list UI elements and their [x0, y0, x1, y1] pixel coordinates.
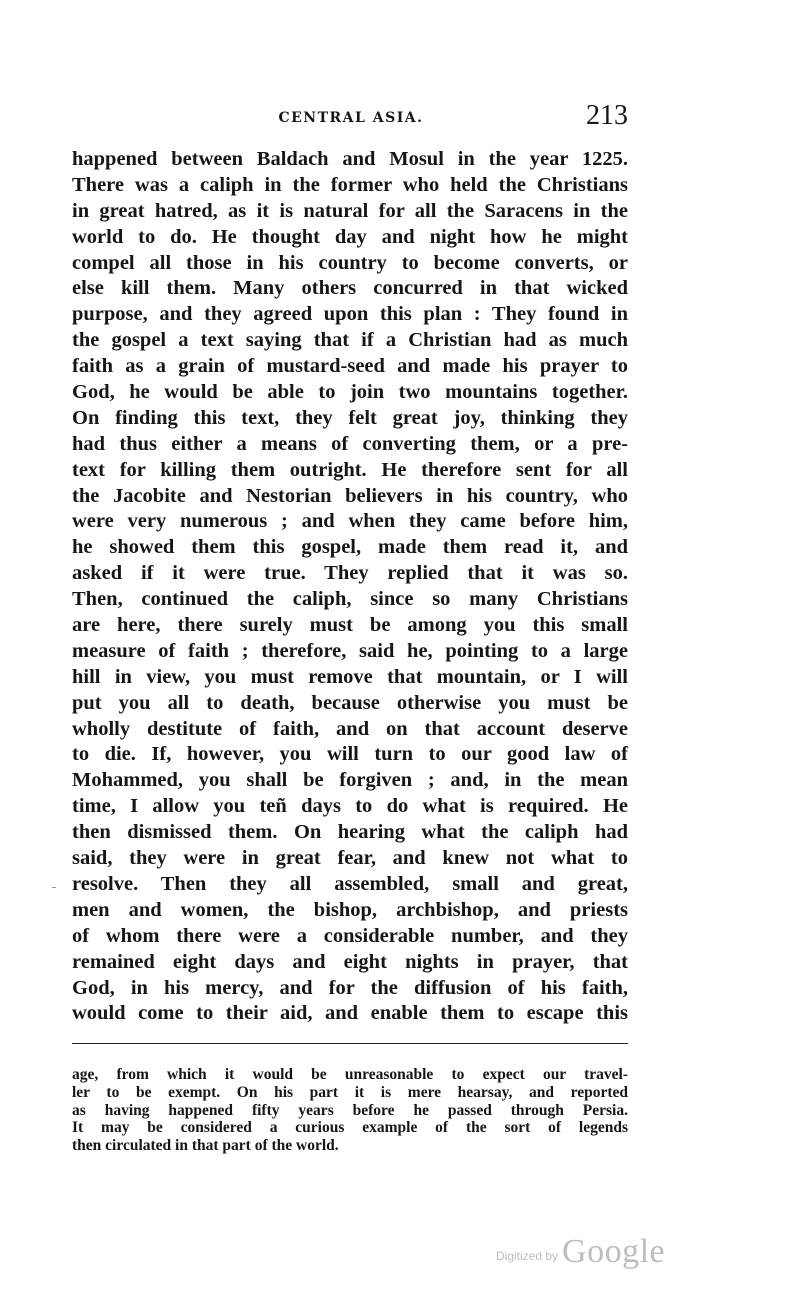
- body-line: God, in his mercy, and for the diffusion of his faith,: [72, 976, 628, 999]
- body-line: said, they were in great fear, and knew not what to: [72, 847, 628, 870]
- body-line: the gospel a text saying that if a Christian had as much: [72, 329, 628, 352]
- body-line: he showed them this gospel, made them read it, and: [72, 536, 628, 559]
- body-line: compel all those in his country to become converts, or: [72, 251, 628, 274]
- margin-mark: [52, 887, 56, 888]
- google-logo: Google: [562, 1233, 666, 1270]
- body-line: purpose, and they agreed upon this plan : They found in: [72, 303, 628, 326]
- body-line: Mohammed, you shall be forgiven ; and, in the mean: [72, 769, 628, 792]
- body-line: the Jacobite and Nestorian believers in his country, who: [72, 484, 628, 507]
- body-line: wholly destitute of faith, and on that account deserve: [72, 717, 628, 740]
- footnote: [72, 1066, 628, 1155]
- body-line: would come to their aid, and enable them to escape this: [72, 1002, 628, 1025]
- body-line: men and women, the bishop, archbishop, and priests: [72, 898, 628, 921]
- footnote-line: as having happened fifty years before he passed through Persia.: [72, 1101, 628, 1119]
- body-line: God, he would be able to join two mountains together.: [72, 381, 628, 404]
- body-line: else kill them. Many others concurred in that wicked: [72, 277, 628, 300]
- body-line: had thus either a means of converting them, or a pre-: [72, 432, 628, 455]
- body-line: are here, there surely must be among you this small: [72, 614, 628, 637]
- footnote-line: It may be considered a curious example of the sort of legends: [72, 1119, 628, 1137]
- body-line: to die. If, however, you will turn to our good law of: [72, 743, 628, 766]
- page-number: 213: [586, 100, 628, 131]
- watermark-caption: Digitized by: [496, 1249, 559, 1263]
- digitized-watermark: [496, 1233, 665, 1273]
- body-line: time, I allow you teñ days to do what is required. He: [72, 795, 628, 818]
- body-text: [72, 147, 628, 1027]
- body-line: hill in view, you must remove that mountain, or I will: [72, 665, 628, 688]
- body-line: of whom there were a considerable number, and they: [72, 924, 628, 947]
- body-line: Then, continued the caliph, since so many Christians: [72, 588, 628, 611]
- body-line: faith as a grain of mustard-seed and made his prayer to: [72, 355, 628, 378]
- footnote-line: ler to be exempt. On his part it is mere hearsay, and reported: [72, 1083, 628, 1101]
- body-line: happened between Baldach and Mosul in the year 1225.: [72, 148, 628, 170]
- body-line: put you all to death, because otherwise you must be: [72, 691, 628, 714]
- body-line: resolve. Then they all assembled, small and great,: [72, 872, 628, 895]
- page-header: [72, 100, 630, 140]
- body-line: remained eight days and eight nights in prayer, that: [72, 950, 628, 973]
- body-line: measure of faith ; therefore, said he, pointing to a large: [72, 639, 628, 662]
- footnote-line: then circulated in that part of the world.: [72, 1137, 339, 1155]
- footnote-line: age, from which it would be unreasonable to expect our travel-: [72, 1066, 628, 1083]
- body-line: were very numerous ; and when they came before him,: [72, 510, 628, 533]
- body-line: then dismissed them. On hearing what the caliph had: [72, 821, 628, 844]
- body-line: On finding this text, they felt great joy, thinking they: [72, 406, 628, 429]
- body-line: text for killing them outright. He therefore sent for all: [72, 458, 628, 481]
- footnote-rule: [72, 1043, 628, 1044]
- body-line: asked if it were true. They replied that it was so.: [72, 562, 628, 585]
- running-head: CENTRAL ASIA.: [278, 110, 424, 126]
- body-line: world to do. He thought day and night how he might: [72, 225, 628, 248]
- body-line: There was a caliph in the former who held the Christians: [72, 173, 628, 196]
- body-line: in great hatred, as it is natural for all the Saracens in the: [72, 199, 628, 222]
